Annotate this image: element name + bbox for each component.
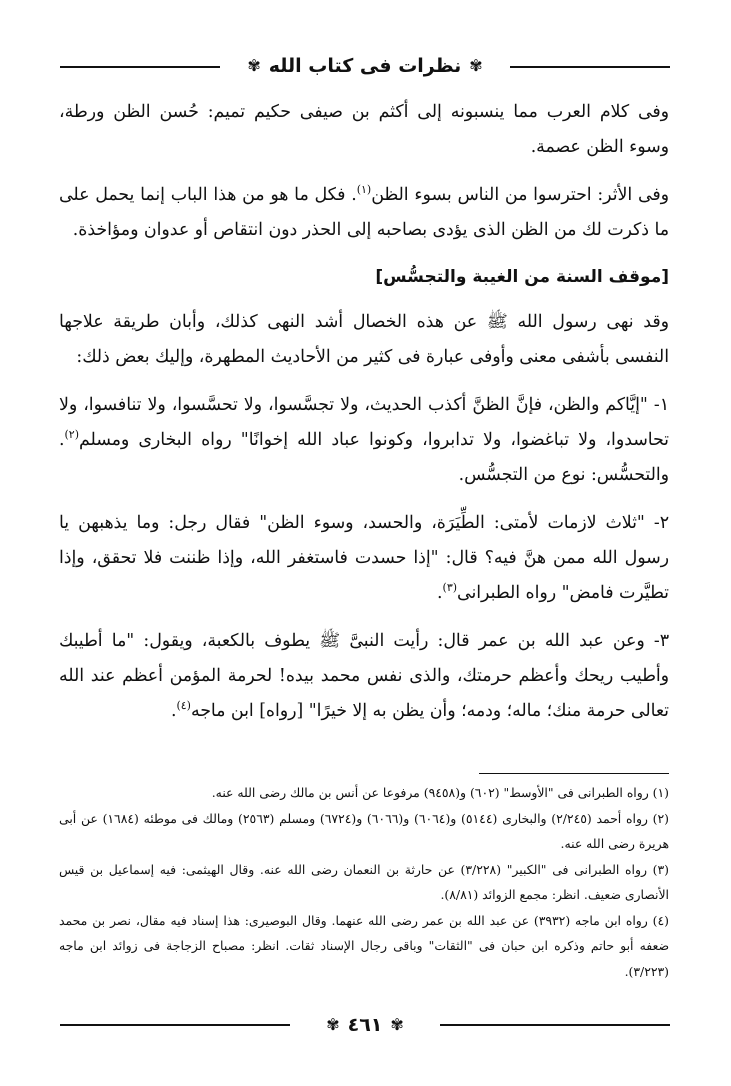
footnote: (٤) رواه ابن ماجه (٣٩٣٢) عن عبد الله بن عمر رضى الله عنهما. وقال البوصيرى: هذا إسناد فيه مقال، نصر بن محمد ضعفه أبو حاتم وذكره ابن حبان فى "الثقات" وباقى رجال الإسناد ثقات. انظر: مصباح الزجاجة فى زوائد ابن ماجه (٣/٢٢٣). bbox=[59, 912, 669, 979]
footer-rule-right bbox=[440, 1024, 670, 1026]
page-number: ٤٦١ bbox=[347, 1014, 383, 1036]
header-rule-right bbox=[510, 66, 670, 68]
header-center bbox=[220, 50, 510, 82]
paragraph: وفى الأثر: احترسوا من الناس بسوء الظن$^{(١)}$. فكل ما هو من هذا الباب إنما يحمل على ما ذكرت لك من الظن الذى يؤدى بصاحبه إلى الحذر دون انتقاص أو عدوان ومؤاخذة. bbox=[59, 183, 669, 240]
footnote: (٣) رواه الطبرانى فى "الكبير" (٣/٢٢٨) عن حارثة بن النعمان رضى الله عنه. وقال الهيثمى: فيه إسماعيل بن قيس الأنصارى ضعيف. انظر: مجمع الزوائد (٨/٨١). bbox=[59, 861, 669, 902]
footnote: (٢) رواه أحمد (٢/٢٤٥) والبخارى (٥١٤٤) و(٦٠٦٤) و(٦٠٦٦) و(٦٧٢٤) ومسلم (٢٥٦٣) ومالك فى موطئه (١٦٨٤) عن أبى هريرة رضى الله عنه. bbox=[59, 810, 670, 851]
hadith-item: ١- "إيَّاكم والظن، فإنَّ الظنَّ أكذب الحديث، ولا تجسَّسوا، ولا تحسَّسوا، ولا تنافسوا، ولا تحاسدوا، ولا تباغضوا، ولا تدابروا، وكونوا عباد الله إخوانًا" رواه البخارى ومسلم$^{(٢)}$. والتحسُّس: نوع من التجسُّس. bbox=[59, 395, 669, 485]
footnotes bbox=[59, 780, 669, 984]
flower-ornament-icon: ✾ bbox=[390, 1015, 404, 1034]
flower-ornament-icon: ✾ bbox=[326, 1015, 340, 1034]
main-text bbox=[59, 95, 669, 742]
running-header bbox=[60, 50, 670, 82]
hadith-item: ٣- وعن عبد الله بن عمر قال: رأيت النبىَّ ﷺ يطوف بالكعبة، ويقول: "ما أطيبك وأطيب ريحك وأعظم حرمتك، والذى نفس محمد بيده! لحرمة المؤمن أعظم عند الله تعالى حرمة منك؛ ماله؛ ودمه؛ وأن يظن به إلا خيرًا" [رواه] ابن ماجه$^{(٤)}$. bbox=[59, 631, 669, 721]
paragraph: وفى كلام العرب مما ينسبونه إلى أكثم بن صيفى حكيم تميم: حُسن الظن ورطة، وسوء الظن عصمة. bbox=[59, 102, 669, 157]
header-rule-left bbox=[60, 66, 220, 68]
page-footer bbox=[60, 1010, 670, 1040]
footnote-ref: (٢) bbox=[64, 428, 80, 442]
running-title: نظرات فى كتاب الله bbox=[268, 55, 462, 77]
footnote-ref: (٣) bbox=[442, 581, 458, 595]
flower-ornament-icon: ✾ bbox=[469, 56, 483, 75]
footer-rule-left bbox=[60, 1024, 290, 1026]
footnote: (١) رواه الطبرانى فى "الأوسط" (٦٠٢) و(٩٤٥٨) مرفوعا عن أنس بن مالك رضى الله عنه. bbox=[211, 785, 669, 800]
footnote-separator bbox=[479, 773, 669, 774]
paragraph: وقد نهى رسول الله ﷺ عن هذه الخصال أشد النهى كذلك، وأبان طريقة علاجها النفسى بأشفى معنى وأوفى عبارة فى كثير من الأحاديث المطهرة، وإليك بعض ذلك: bbox=[59, 312, 669, 367]
footnote-ref: (١) bbox=[356, 183, 372, 197]
hadith-item: ٢- "ثلاث لازمات لأمتى: الطِّيَرَة، والحسد، وسوء الظن" فقال رجل: وما يذهبهن يا رسول الله ممن هنَّ فيه؟ قال: "إذا حسدت فاستغفر الله، وإذا ظننت فلا تحقق، وإذا تطيَّرت فامض" رواه الطبرانى$^{(٣)}$. bbox=[59, 513, 669, 603]
flower-ornament-icon: ✾ bbox=[247, 56, 261, 75]
footnote-ref: (٤) bbox=[176, 699, 191, 713]
section-heading: [موقف السنة من الغيبة والتجسُّس] bbox=[375, 267, 669, 287]
footer-center bbox=[290, 1010, 440, 1040]
